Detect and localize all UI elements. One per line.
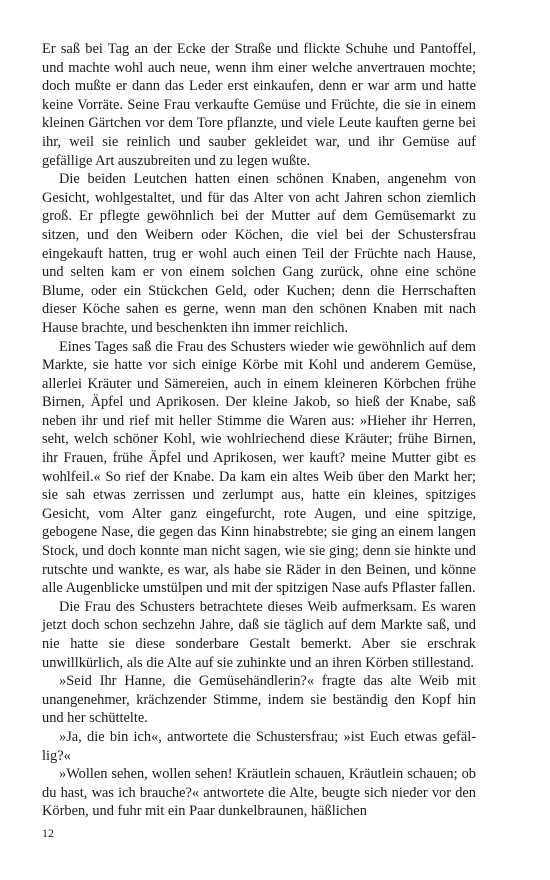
page-number: 12 [42,826,54,840]
paragraph-6: »Ja, die bin ich«, antwortete die Schustersfrau; »ist Euch etwas gefällig?« [42,728,476,764]
paragraph-3: Eines Tages saß die Frau des Schusters wieder wie gewöhnlich auf dem Markte, sie hatte vor sich einige Körbe mit Kohl und anderem Gemüse, allerlei Kräuter und Sämereien, auch in einem kleineren Körbchen frühe Birnen, Äpfel und Aprikosen. Der kleine Jakob, so hieß der Knabe, saß neben ihr und rief mit heller Stimme die Waren aus: »Hieher ihr Herren, seht, welch schöner Kohl, wie wohlriechend diese Kräuter; frühe Birnen, ihr Frauen, frühe Äpfel und Aprikosen, wer kauft? meine Mutter gibt es wohlfeil.« So rief der Knabe. Da kam ein altes Weib über den Markt her; sie sah etwas zerrissen und zerlumpt aus, hatte ein kleines, spitziges Gesicht, vom Alter ganz eingefurcht, rote Augen, und eine spitzige, gebogene Nase, die gegen das Kinn hinabstrebte; sie ging an einem langen Stock, und doch konnte man nicht sagen, wie sie ging; denn sie hinkte und rutschte und wankte, es war, als habe sie Räder in den Beinen, und könne alle Augenblicke umstülpen und mit der spitzigen Nase aufs Pflaster fallen. [42,338,476,597]
paragraph-7: »Wollen sehen, wollen sehen! Kräutlein schauen, Kräutlein schauen; ob du hast, was ich brauche?« antwortete die Alte, beugte sich nieder vor den Körben, und fuhr mit ein Paar dunkelbraunen, häßlichen [42,766,476,820]
paragraph-2: Die beiden Leutchen hatten einen schönen Knaben, angenehm von Gesicht, wohlgestaltet, und für das Alter von acht Jahren schon ziemlich groß. Er pflegte gewöhnlich bei der Mutter auf dem Gemüsemarkt zu sitzen, und den Weibern oder Köchen, die viel bei der Schustersfrau eingekauft hatten, trug er wohl auch einen Teil der Früchte nach Hause, und selten kam er von einem solchen Gang zurück, ohne eine schöne Blume, oder ein Stückchen Geld, oder Kuchen; denn die Herrschaften dieser Köche sahen es gerne, wenn man den schönen Knaben mit nach Hause brachte, und beschenkten ihn immer reichlich. [42,171,476,336]
paragraph-1: Er saß bei Tag an der Ecke der Straße und flickte Schuhe und Pantoffel, und machte wohl auch neue, wenn ihm einer welche anvertrauen mochte; doch mußte er dann das Leder erst einkaufen, denn er war arm und hatte keine Vorräte. Seine Frau verkaufte Gemüse und Früchte, die sie in einem kleinen Gärtchen vor dem Tore pflanzte, und viele Leute kauften gerne bei ihr, weil sie reinlich und sauber gekleidet war, und ihr Gemüse auf gefällige Art auszubreiten und zu legen wußte. [42,41,476,169]
book-page-text [42,40,476,821]
paragraph-5: »Seid Ihr Hanne, die Gemüsehändlerin?« fragte das alte Weib mit unangenehmer, krächzender Stimme, indem sie beständig den Kopf hin und her schüttelte. [42,673,476,727]
paragraph-4: Die Frau des Schusters betrachtete dieses Weib aufmerksam. Es waren jetzt doch schon sechzehn Jahre, daß sie täglich auf dem Markte saß, und nie hatte sie diese sonderbare Gestalt bemerkt. Aber sie erschrak unwillkürlich, als die Alte auf sie zuhinkte und an ihren Körben stillestand. [42,598,476,671]
